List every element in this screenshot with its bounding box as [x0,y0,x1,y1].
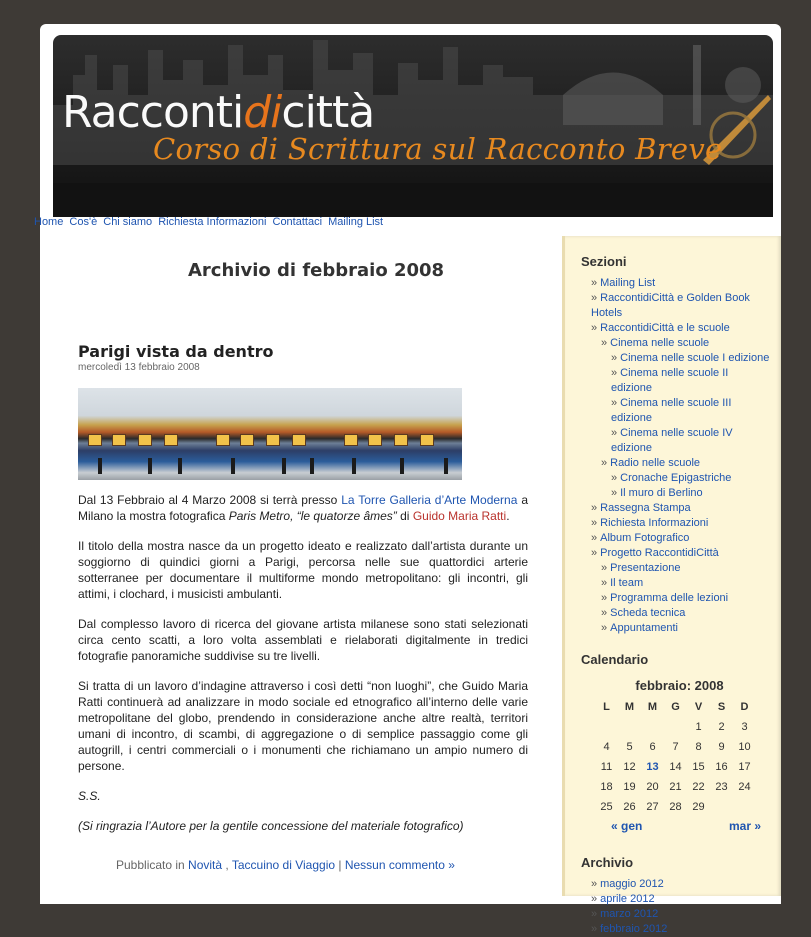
sidebar-archive-title: Archivio [581,855,634,870]
bullet-arrow-icon: » [591,322,598,334]
calendar-day: 9 [718,741,725,753]
sidebar-link[interactable]: Richiesta Informazioni [600,517,709,529]
calendar-title: Calendario [581,652,649,667]
calendar-day: 2 [718,721,725,733]
sidebar-link[interactable]: Cinema nelle scuole [610,337,710,349]
sidebar-link[interactable]: Il muro di Berlino [620,487,703,499]
calendar-day: 16 [715,761,728,773]
calendar-weekday: D [740,701,749,713]
sidebar-item [581,501,771,516]
calendar-table [595,674,756,817]
post-title[interactable]: Parigi vista da dentro [78,342,274,361]
sidebar-item [581,396,771,426]
site-subtitle: Corso di Scrittura sul Racconto Breve [153,132,723,166]
calendar-day: 7 [672,741,679,753]
post-date: mercoledì 13 febbraio 2008 [78,362,200,373]
post-paragraph: Dal 13 Febbraio al 4 Marzo 2008 si terrà presso La Torre Galleria d’Arte Moderna a Milano la mostra fotografica Paris Metro, “le quatorze âmes” di Guido Maria Ratti. [78,493,528,523]
calendar-day [618,717,641,737]
calendar-navigation [611,819,761,833]
calendar-day [664,717,687,737]
post-meta: Pubblicato in Novità , Taccuino di Viaggio | Nessun commento » [116,858,455,872]
bullet-arrow-icon: » [591,908,598,920]
sidebar-item [581,486,771,501]
sidebar-link[interactable]: Presentazione [610,562,681,574]
site-header-banner[interactable] [53,35,773,217]
bullet-arrow-icon: » [611,427,618,439]
calendar-day: 17 [738,761,751,773]
nav-home[interactable]: Home [34,216,64,228]
calendar-week [595,717,756,737]
calendar-day: 5 [626,741,633,753]
calendar-week [595,797,756,817]
calendar-day: 27 [646,801,659,813]
sidebar-link[interactable]: Il team [610,577,644,589]
sidebar-link[interactable]: Cinema nelle scuole I edizione [620,352,770,364]
sidebar-link[interactable]: Progetto RaccontidiCittà [600,547,719,559]
calendar-day: 20 [646,781,659,793]
sidebar-link[interactable]: RaccontidiCittà e Golden Book Hotels [591,292,750,319]
calendar-day: 14 [669,761,682,773]
bullet-arrow-icon: » [601,592,608,604]
calendar-day [641,717,664,737]
sidebar-item [581,321,771,336]
sidebar-item [581,456,771,471]
logo-text-part1: Racconti [62,87,244,138]
archive-link[interactable]: aprile 2012 [600,893,655,905]
calendar-prev-link[interactable]: « gen [611,819,643,833]
archive-list [581,877,771,937]
category-novita-link[interactable]: Novità [188,858,223,872]
sidebar-item [581,366,771,396]
archive-item [581,877,771,892]
calendar-day: 29 [692,801,705,813]
sidebar-link[interactable]: Mailing List [600,277,656,289]
sidebar-item [581,531,771,546]
archive-title: Archivio di febbraio 2008 [188,260,445,281]
archive-item [581,907,771,922]
calendar-widget [581,652,771,833]
sidebar-item [581,591,771,606]
post-paragraph: Il titolo della mostra nasce da un progetto ideato e realizzato dall’artista durante un soggiorno di quindici giorni a Parigi, percorsa nelle sue quattordici arterie sotterranee per documentare il multiforme mondo metropolitano: gli incontri, gli attimi, i clochard, i musicisti ambulanti. [78,539,528,601]
sidebar-link[interactable]: Rassegna Stampa [600,502,691,514]
calendar-day: 15 [692,761,705,773]
nav-richiesta-informazioni[interactable]: Richiesta Informazioni [158,216,267,228]
archive-link[interactable]: febbraio 2012 [600,923,668,935]
archive-link[interactable]: marzo 2012 [600,908,659,920]
calendar-week [595,757,756,777]
calendar-day: 6 [649,741,656,753]
sidebar-item [581,336,771,351]
bullet-arrow-icon: » [591,547,598,559]
bullet-arrow-icon: » [591,517,598,529]
calendar-day: 23 [715,781,728,793]
calendar-day[interactable]: 13 [646,761,659,773]
bullet-arrow-icon: » [591,923,598,935]
nav-cose[interactable]: Cos'è [69,216,98,228]
sidebar [562,236,781,935]
calendar-weekday: G [671,701,680,713]
bullet-arrow-icon: » [601,622,608,634]
post-signature: S.S. [78,789,101,803]
sidebar-link[interactable]: Album Fotografico [600,532,690,544]
bullet-arrow-icon: » [611,352,618,364]
calendar-day [710,797,733,817]
bullet-arrow-icon: » [591,277,598,289]
bullet-arrow-icon: » [611,487,618,499]
sidebar-link[interactable]: Cinema nelle scuole III edizione [611,397,732,424]
archive-item [581,922,771,937]
site-logo[interactable] [62,87,374,138]
bullet-arrow-icon: » [601,337,608,349]
archive-item [581,892,771,907]
calendar-day: 18 [600,781,613,793]
sidebar-item [581,546,771,561]
calendar-day: 12 [623,761,636,773]
post-paragraph: Si tratta di un lavoro d’indagine attraverso i così detti “non luoghi”, che Guido Maria Ratti continuerà ad analizzare in modo sociale ed etnografico all’interno delle varie metropolitane del globo, prendendo in considerazione anche altre realtà, territori umani di incontro, di scambi, di aggregazione o di semplice passaggio come gli autogrill, i centri commerciali o i monumenti che richiamano un ampio numero di persone. [78,679,528,773]
bullet-arrow-icon: » [591,532,598,544]
link-guido-maria-ratti[interactable]: Guido Maria Ratti [412,509,507,523]
sidebar-item [581,351,771,366]
calendar-weekday: L [603,701,610,713]
calendar-day: 24 [738,781,751,793]
calendar-day [733,797,756,817]
bullet-arrow-icon: » [601,562,608,574]
sidebar-link[interactable]: Appuntamenti [610,622,679,634]
bullet-arrow-icon: » [591,893,598,905]
post-photo-panorama[interactable] [78,388,462,480]
calendar-day: 21 [669,781,682,793]
sidebar-item [581,426,771,456]
bullet-arrow-icon: » [591,878,598,890]
sidebar-item [581,291,771,321]
sidebar-link[interactable]: Cinema nelle scuole II edizione [611,367,729,394]
sidebar-item [581,561,771,576]
metro-photo [334,388,462,480]
nav-mailing-list[interactable]: Mailing List [328,216,384,228]
calendar-week [595,777,756,797]
calendar-day: 19 [623,781,636,793]
bullet-arrow-icon: » [611,367,618,379]
bullet-arrow-icon: » [601,457,608,469]
top-navigation [34,216,386,228]
metro-photo [78,388,206,480]
sections-list [581,276,771,636]
sidebar-link[interactable]: Radio nelle scuole [610,457,701,469]
archive-link[interactable]: maggio 2012 [600,878,664,890]
sidebar-link[interactable]: Cronache Epigastriche [620,472,732,484]
calendar-day: 25 [600,801,613,813]
logo-text-accent: di [243,87,282,138]
bullet-arrow-icon: » [611,472,618,484]
metro-photo [206,388,334,480]
post-paragraph: Dal complesso lavoro di ricerca del giovane artista milanese sono stati selezionati circa cento scatti, a loro volta assemblati e rielaborati digitalmente in tredici fotografie panoramiche suddivise su tre livelli. [78,617,528,663]
calendar-day: 3 [741,721,748,733]
calendar-day [595,717,618,737]
sidebar-item [581,516,771,531]
calendar-next-link[interactable]: mar » [728,819,761,833]
bullet-arrow-icon: » [591,502,598,514]
post-thanks: (Si ringrazia l’Autore per la gentile concessione del materiale fotografico) [78,819,464,833]
sidebar-item [581,621,771,636]
sidebar-sections-title: Sezioni [581,254,627,269]
calendar-day: 26 [623,801,636,813]
bullet-arrow-icon: » [601,577,608,589]
calendar-day: 10 [738,741,751,753]
sidebar-item [581,276,771,291]
calendar-weekday: V [694,701,703,713]
calendar-weekday: M [647,701,658,713]
calendar-day: 1 [695,721,702,733]
sidebar-link[interactable]: Programma delle lezioni [610,592,729,604]
sidebar-item [581,576,771,591]
logo-text-part2: città [281,87,375,138]
sidebar-link[interactable]: RaccontidiCittà e le scuole [600,322,730,334]
calendar-day: 22 [692,781,705,793]
calendar-weekday: S [717,701,726,713]
calendar-weekday: M [624,701,635,713]
post-body [78,492,528,848]
nav-contattaci[interactable]: Contattaci [272,216,323,228]
bullet-arrow-icon: » [611,397,618,409]
category-taccuino-link[interactable]: Taccuino di Viaggio [231,858,336,872]
calendar-day: 28 [669,801,682,813]
sidebar-link[interactable]: Cinema nelle scuole IV edizione [611,427,733,454]
bullet-arrow-icon: » [591,292,598,304]
calendar-day: 4 [603,741,610,753]
bullet-arrow-icon: » [601,607,608,619]
link-la-torre-galleria[interactable]: La Torre Galleria d’Arte Moderna [341,493,518,507]
comments-link[interactable]: Nessun commento » [344,858,455,872]
sidebar-item [581,606,771,621]
calendar-caption: febbraio: 2008 [635,678,724,693]
calendar-day: 11 [600,761,613,773]
calendar-week [595,737,756,757]
nav-chi-siamo[interactable]: Chi siamo [103,216,153,228]
sidebar-link[interactable]: Scheda tecnica [610,607,686,619]
sidebar-item [581,471,771,486]
calendar-day: 8 [695,741,702,753]
